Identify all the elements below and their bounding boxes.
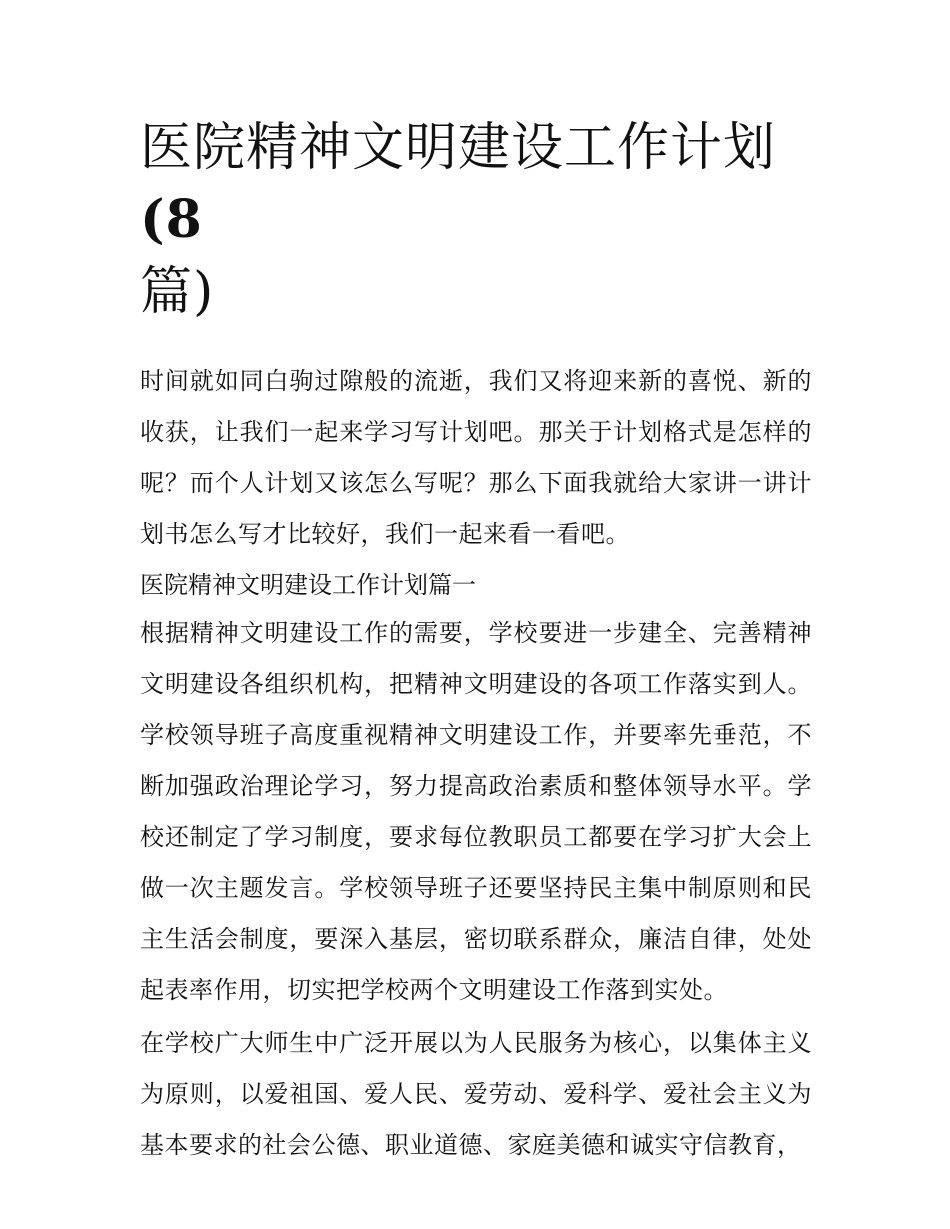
body-paragraph: 根据精神文明建设工作的需要，学校要进一步建全、完善精神文明建设各组织机构，把精神文明建设的各项工作落实到人。学校领导班子高度重视精神文明建设工作，并要率先垂范，不断加强政治理论学习，努力提高政治素质和整体领导水平。学校还制定了学习制度，要求每位教职员工都要在学习扩大会上做一次主题发言。学校领导班子还要坚持民主集中制原则和民主生活会制度，要深入基层，密切联系群众，廉洁自律，处处起表率作用，切实把学校两个文明建设工作落到实处。 <box>140 619 812 1004</box>
title-paren-open: ( <box>140 189 166 250</box>
section-heading: 医院精神文明建设工作计划篇一 <box>140 571 476 599</box>
intro-paragraph: 时间就如同白驹过隙般的流逝，我们又将迎来新的喜悦、新的收获，让我们一起来学习写计划吧。那关于计划格式是怎样的呢？而个人计划又该怎么写呢？那么下面我就给大家讲一讲计划书怎么写才比较好，我们一起来看一看吧。 <box>140 367 812 548</box>
title-main: 医院精神文明建设工作计划 <box>140 118 777 178</box>
document-title <box>140 112 812 328</box>
document-page <box>140 112 812 1171</box>
title-tail: 篇) <box>140 262 215 322</box>
body-paragraph: 在学校广大师生中广泛开展以为人民服务为核心，以集体主义为原则，以爱祖国、爱人民、爱劳动、爱科学、爱社会主义为基本要求的社会公德、职业道德、家庭美德和诚实守信教育， <box>140 1029 812 1159</box>
title-count: 8 <box>165 189 203 250</box>
